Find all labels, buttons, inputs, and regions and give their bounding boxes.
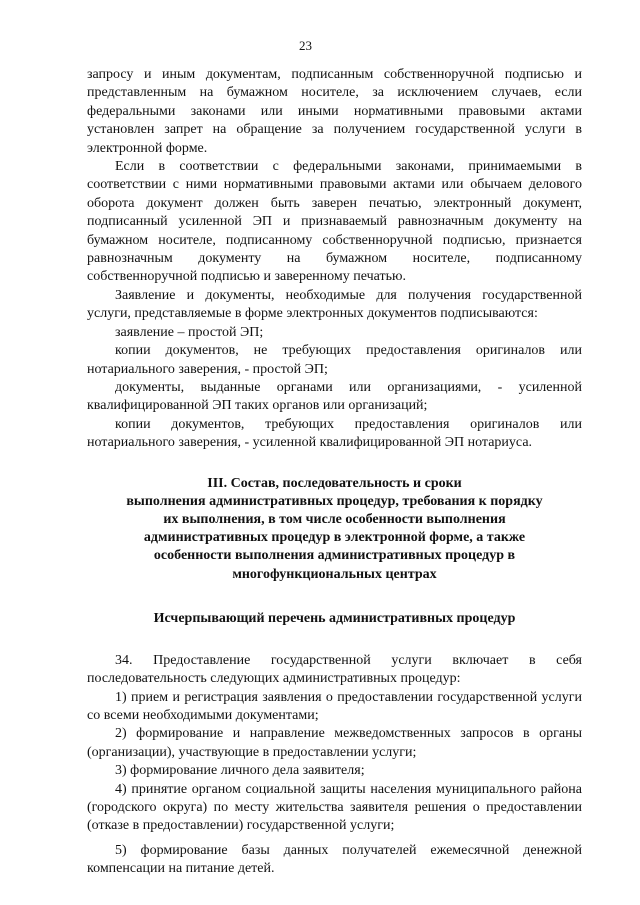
procedure-item-5: 5) формирование базы данных получателей ежемесячной денежной компенсации на питание детей. bbox=[87, 842, 582, 877]
section-title-line: многофункциональных центрах bbox=[232, 566, 437, 582]
procedure-item-1: 1) прием и регистрация заявления о предоставлении государственной услуги со всеми необходимыми документами; bbox=[87, 689, 582, 723]
paragraph-equivalence: Если в соответствии с федеральными законами, принимаемыми в соответствии с ними нормативными правовыми актами или обычаем делового оборота документ должен быть заверен печатью, электронный документ, подписанный усиленной ЭП и признаваемый равнозначным документу на бумажном носителе, подписанному собственноручной подписью, признается равнозначным документу на бумажном носителе, подписанному собственноручной подписью и заверенному печатью. bbox=[87, 159, 582, 285]
procedure-item-3: 3) формирование личного дела заявителя; bbox=[115, 763, 365, 779]
section-title-line: административных процедур в электронной форме, а также bbox=[143, 530, 526, 546]
subsection-title: Исчерпывающий перечень административных процедур bbox=[153, 610, 516, 626]
list-item-issued-docs: документы, выданные органами или организациями, - усиленной квалифицированной ЭП таких органов или организаций; bbox=[87, 379, 582, 414]
list-item-copies-simple: копии документов, не требующих предоставления оригиналов или нотариального заверения, - простой ЭП; bbox=[87, 343, 582, 377]
page-number: 23 bbox=[299, 38, 312, 53]
paragraph-34: 34. Предоставление государственной услуги включает в себя последовательность следующих административных процедур: bbox=[87, 652, 582, 687]
section-title-line: их выполнения, в том числе особенности выполнения bbox=[163, 511, 506, 527]
section-title-line: III. Состав, последовательность и сроки bbox=[207, 475, 462, 491]
list-item-simple-ep: заявление – простой ЭП; bbox=[115, 324, 264, 340]
procedure-item-2: 2) формирование и направление межведомственных запросов в органы (организации), участвующие в предоставлении услуги; bbox=[87, 726, 582, 760]
section-title bbox=[87, 475, 582, 584]
paragraph-continuation: запросу и иным документам, подписанным собственноручной подписью и представленным на бумажном носителе, за исключением случаев, если федеральными законами или иными нормативными правовыми актами установлен запрет на обращение за получением государственной услуги в электронной форме. bbox=[87, 67, 582, 156]
paragraph-signing-intro: Заявление и документы, необходимые для получения государственной услуги, представляемые в форме электронных документов подписываются: bbox=[87, 287, 582, 322]
list-item-copies-notary: копии документов, требующих предоставления оригиналов или нотариального заверения, - усиленной квалифицированной ЭП нотариуса. bbox=[87, 416, 582, 451]
section-title-line: особенности выполнения административных процедур в bbox=[153, 548, 516, 564]
section-title-line: выполнения административных процедур, требования к порядку bbox=[126, 493, 543, 509]
procedure-item-4: 4) принятие органом социальной защиты населения муниципального района (городского округа) по месту жительства заявителя решения о предоставлении (отказе в предоставлении) государственной услуги; bbox=[87, 781, 582, 834]
